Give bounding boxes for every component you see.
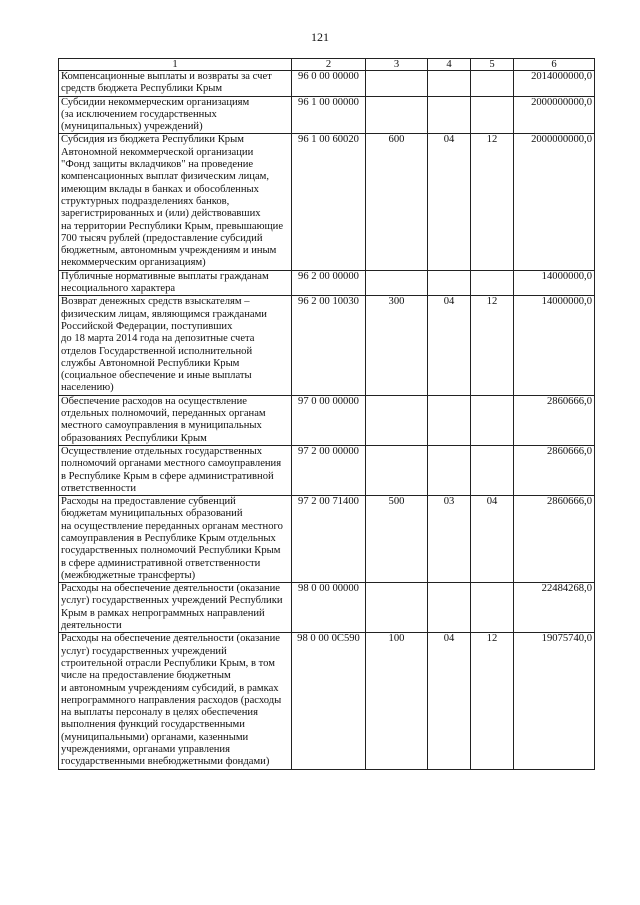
table-row bbox=[59, 270, 595, 296]
row-name: Возврат денежных средств взыскателям – физическим лицам, являющимся гражданами Российской Федерации, поступивших до 18 марта 2014 года на депозитные счета отделов Государственной исполнительной службы Автономной Республики Крым (социальное обеспечение и иные выплаты населению) bbox=[59, 296, 292, 395]
row-amount: 22484268,0 bbox=[514, 583, 595, 633]
row-section bbox=[428, 270, 471, 296]
row-code: 96 0 00 00000 bbox=[292, 71, 366, 97]
page-number: 121 bbox=[311, 30, 329, 44]
column-header: 5 bbox=[471, 59, 514, 71]
row-amount: 2860666,0 bbox=[514, 496, 595, 583]
row-amount: 2000000000,0 bbox=[514, 134, 595, 270]
column-header: 4 bbox=[428, 59, 471, 71]
row-code: 97 2 00 71400 bbox=[292, 496, 366, 583]
row-subsection bbox=[471, 270, 514, 296]
row-expense-type: 600 bbox=[366, 134, 428, 270]
header-row bbox=[59, 59, 595, 71]
row-section bbox=[428, 96, 471, 134]
row-expense-type: 100 bbox=[366, 633, 428, 769]
row-code: 98 0 00 00000 bbox=[292, 583, 366, 633]
row-expense-type bbox=[366, 71, 428, 97]
row-name: Субсидии некоммерческим организациям (за исключением государственных (муниципальных) учреждений) bbox=[59, 96, 292, 134]
row-expense-type bbox=[366, 270, 428, 296]
row-section: 04 bbox=[428, 134, 471, 270]
row-section: 03 bbox=[428, 496, 471, 583]
row-code: 97 0 00 00000 bbox=[292, 395, 366, 445]
row-subsection: 12 bbox=[471, 134, 514, 270]
row-code: 96 2 00 10030 bbox=[292, 296, 366, 395]
row-name: Расходы на обеспечение деятельности (оказание услуг) государственных учреждений Республики Крым в рамках непрограммных направлений деятельности bbox=[59, 583, 292, 633]
row-amount: 2014000000,0 bbox=[514, 71, 595, 97]
row-section bbox=[428, 71, 471, 97]
row-name: Обеспечение расходов на осуществление отдельных полномочий, переданных органам местного самоуправления в муниципальных образованиях Республики Крым bbox=[59, 395, 292, 445]
table-row bbox=[59, 296, 595, 395]
row-code: 96 1 00 00000 bbox=[292, 96, 366, 134]
row-expense-type bbox=[366, 395, 428, 445]
column-header: 3 bbox=[366, 59, 428, 71]
row-name: Субсидия из бюджета Республики Крым Автономной некоммерческой организации "Фонд защиты вкладчиков" на проведение компенсационных выплат физическим лицам, имеющим вклады в банках и обособленных структурных подразделениях банков, зарегистрированных и (или) действовавших на территории Республики Крым, превышающие 700 тысяч рублей (предоставление субсидий бюджетным, автономным учреждениям и иным некоммерческим организациям) bbox=[59, 134, 292, 270]
row-expense-type bbox=[366, 96, 428, 134]
row-subsection bbox=[471, 71, 514, 97]
row-expense-type bbox=[366, 583, 428, 633]
row-amount: 14000000,0 bbox=[514, 270, 595, 296]
row-section: 04 bbox=[428, 296, 471, 395]
row-name: Осуществление отдельных государственных полномочий органами местного самоуправления в Республике Крым в сфере административной ответственности bbox=[59, 445, 292, 495]
row-section bbox=[428, 445, 471, 495]
row-subsection bbox=[471, 445, 514, 495]
row-name: Публичные нормативные выплаты гражданам несоциального характера bbox=[59, 270, 292, 296]
table-row bbox=[59, 445, 595, 495]
row-expense-type bbox=[366, 445, 428, 495]
row-expense-type: 300 bbox=[366, 296, 428, 395]
table-row bbox=[59, 134, 595, 270]
row-code: 96 2 00 00000 bbox=[292, 270, 366, 296]
row-expense-type: 500 bbox=[366, 496, 428, 583]
row-subsection bbox=[471, 96, 514, 134]
row-amount: 2860666,0 bbox=[514, 445, 595, 495]
row-section: 04 bbox=[428, 633, 471, 769]
row-subsection: 04 bbox=[471, 496, 514, 583]
row-name: Компенсационные выплаты и возвраты за счет средств бюджета Республики Крым bbox=[59, 71, 292, 97]
column-header: 1 bbox=[59, 59, 292, 71]
column-header: 6 bbox=[514, 59, 595, 71]
table-row bbox=[59, 71, 595, 97]
row-amount: 19075740,0 bbox=[514, 633, 595, 769]
row-amount: 14000000,0 bbox=[514, 296, 595, 395]
row-section bbox=[428, 583, 471, 633]
row-subsection bbox=[471, 583, 514, 633]
table-row bbox=[59, 395, 595, 445]
row-section bbox=[428, 395, 471, 445]
budget-table bbox=[58, 58, 595, 770]
row-subsection: 12 bbox=[471, 296, 514, 395]
column-header: 2 bbox=[292, 59, 366, 71]
row-amount: 2000000000,0 bbox=[514, 96, 595, 134]
table-row bbox=[59, 496, 595, 583]
table-row bbox=[59, 96, 595, 134]
row-code: 96 1 00 60020 bbox=[292, 134, 366, 270]
row-code: 97 2 00 00000 bbox=[292, 445, 366, 495]
row-amount: 2860666,0 bbox=[514, 395, 595, 445]
table-row bbox=[59, 583, 595, 633]
row-name: Расходы на предоставление субвенций бюджетам муниципальных образований на осуществление переданных органам местного самоуправления в Республике Крым отдельных государственных полномочий Республики Крым в сфере административной ответственности (межбюджетные трансферты) bbox=[59, 496, 292, 583]
row-name: Расходы на обеспечение деятельности (оказание услуг) государственных учреждений строительной отрасли Республики Крым, в том числе на предоставление бюджетным и автономным учреждениям субсидий, в рамках непрограммного направления расходов (расходы на выплаты персоналу в целях обеспечения выполнения функций государственными (муниципальными) органами, казенными учреждениями, органами управления государственными внебюджетными фондами) bbox=[59, 633, 292, 769]
table-row bbox=[59, 633, 595, 769]
row-subsection bbox=[471, 395, 514, 445]
row-code: 98 0 00 0С590 bbox=[292, 633, 366, 769]
row-subsection: 12 bbox=[471, 633, 514, 769]
